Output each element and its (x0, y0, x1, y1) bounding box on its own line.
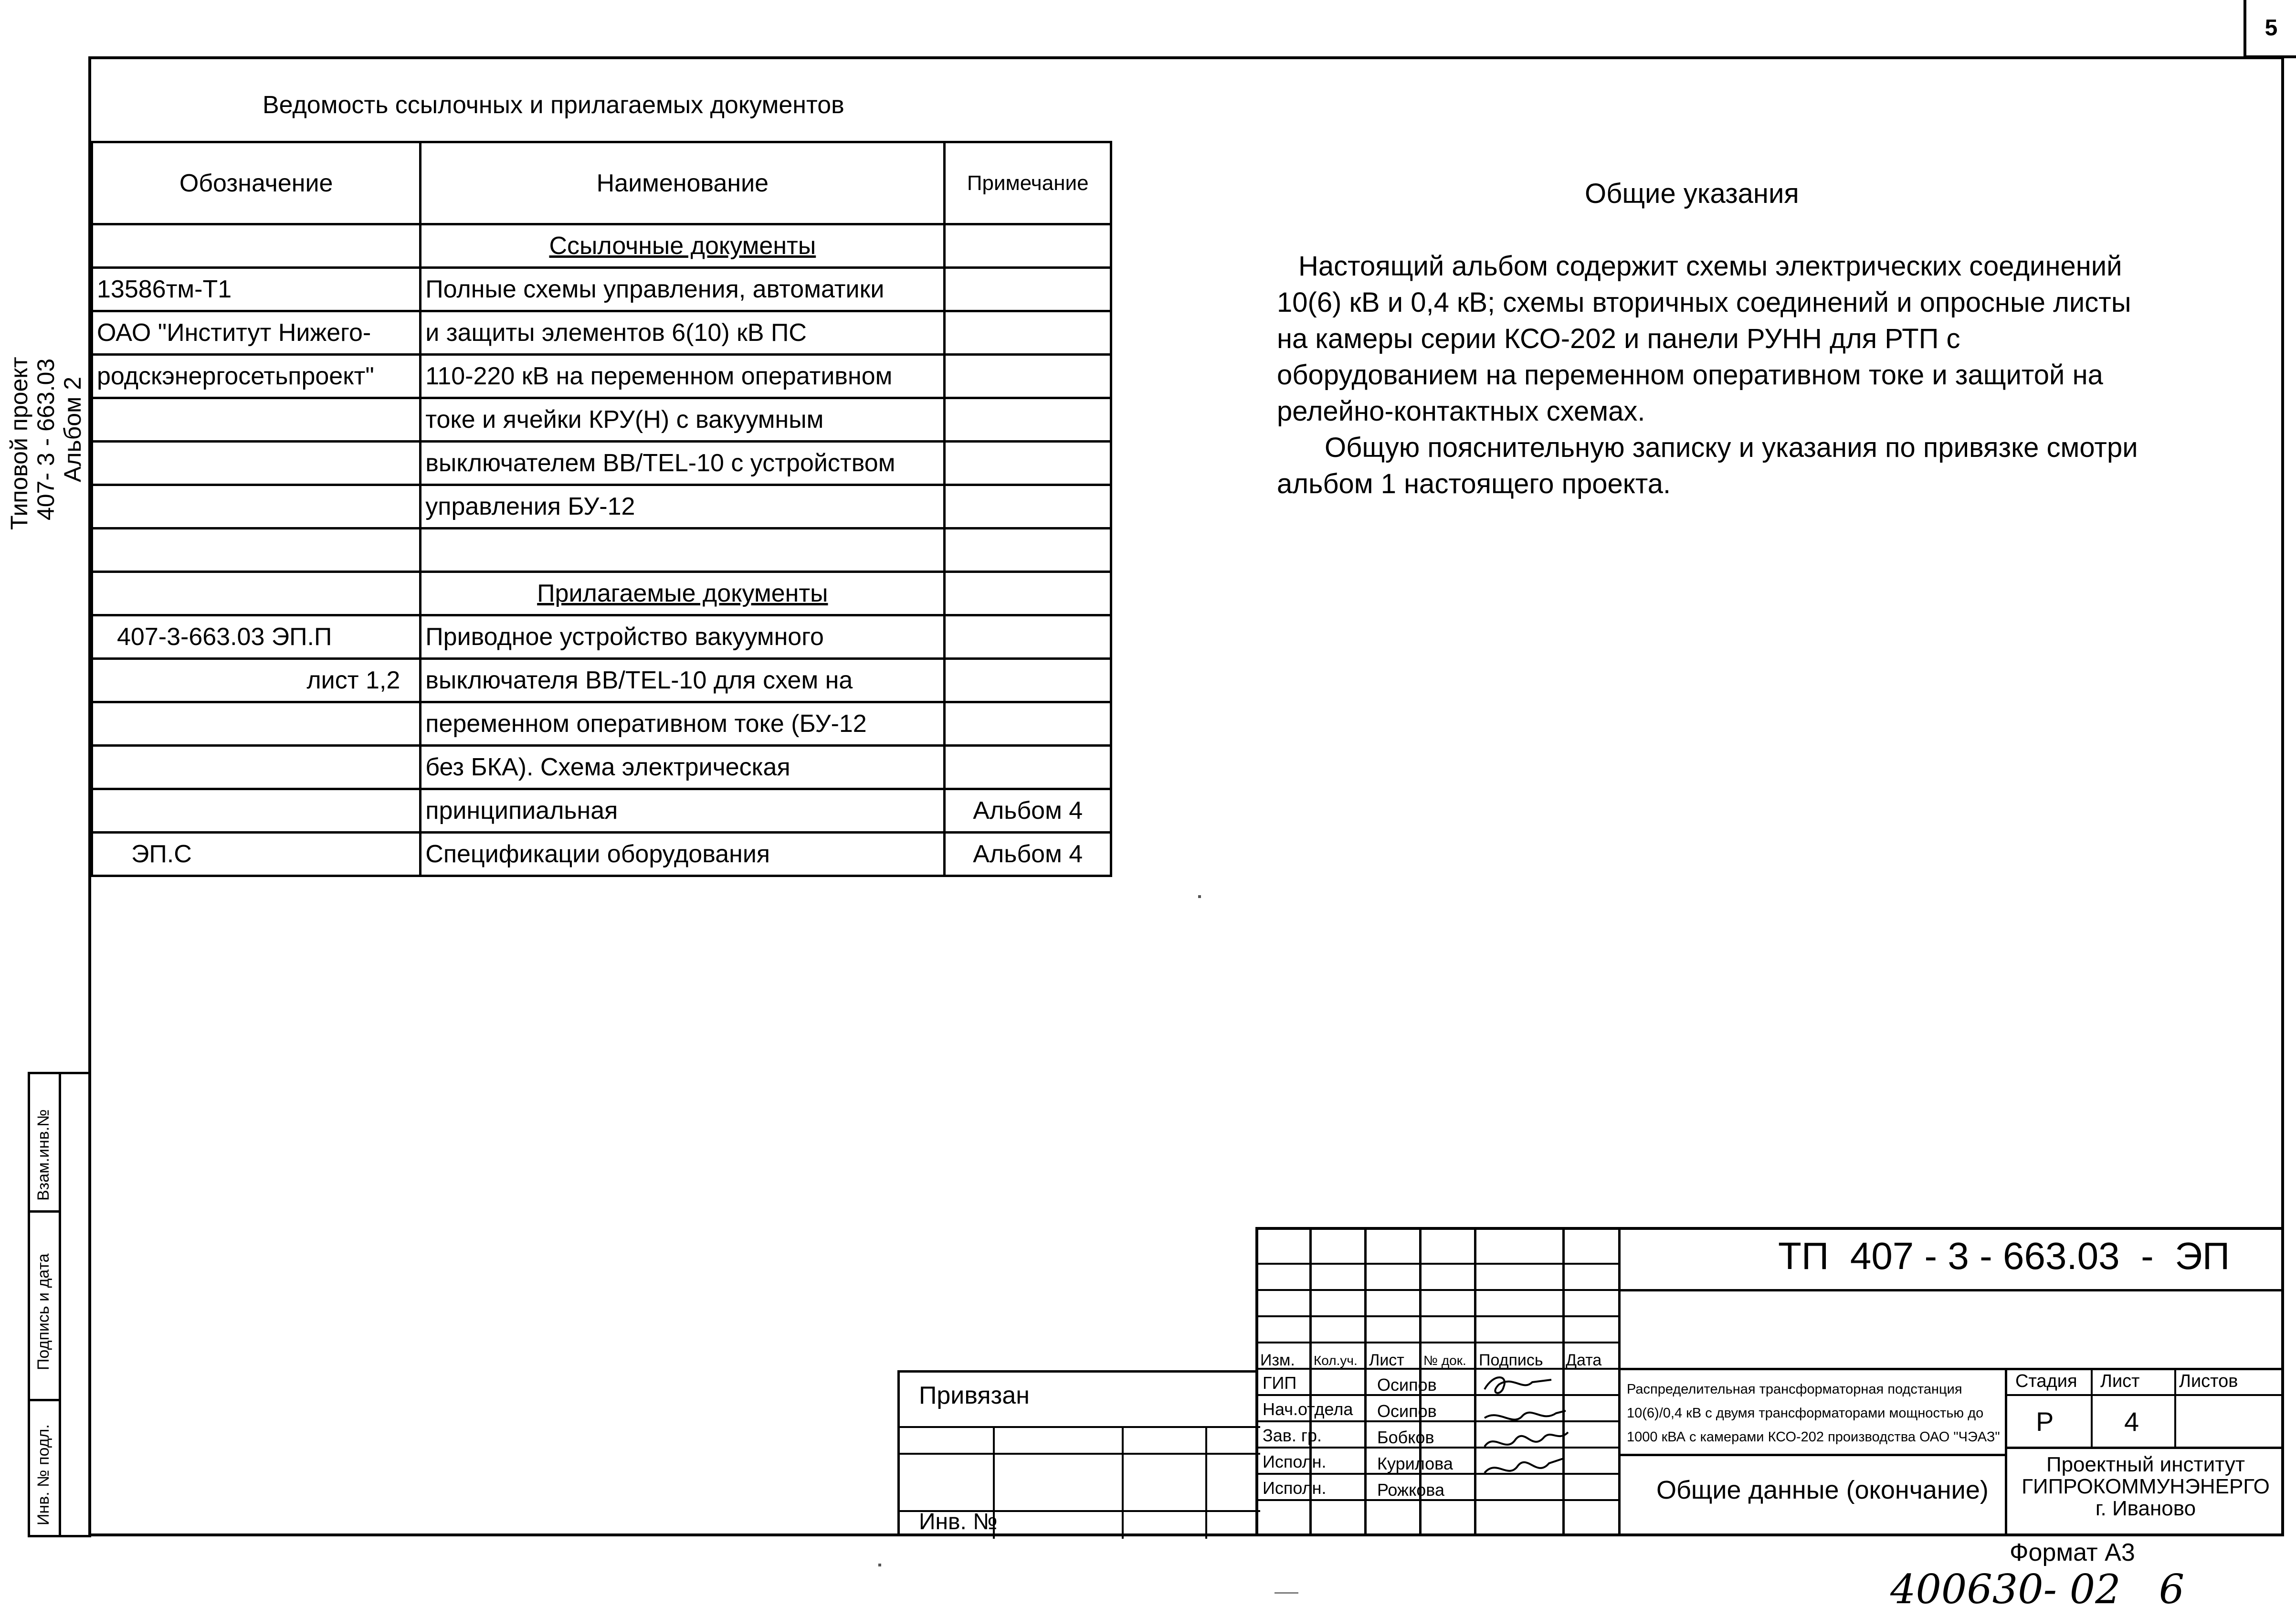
format-label: Формат А3 (2010, 1539, 2135, 1566)
section-ref-title: Ссылочные документы (549, 232, 816, 260)
documents-title: Ведомость ссылочных и прилагаемых документов (263, 91, 844, 119)
general-title: Общие указания (1585, 178, 1799, 209)
table-row: токе и ячейки КРУ(Н) с вакуумным (92, 398, 1111, 442)
person-name: Рожкова (1377, 1480, 1445, 1500)
table-row: переменном оперативном токе (БУ-12 (92, 702, 1111, 746)
person-role: Зав. гр. (1263, 1426, 1322, 1445)
section-app-row (92, 572, 1111, 615)
side-stamp-line2: 407- 3 - 663.03 (32, 358, 59, 520)
sheet-value: 4 (2124, 1406, 2139, 1437)
side-stamp (6, 357, 86, 530)
vzam-inv-label: Взам.инв.№ (34, 1109, 53, 1201)
scan-speck (1274, 1592, 1298, 1594)
side-stamp-line1: Типовой проект (6, 357, 32, 530)
general-line: оборудованием на переменном оперативном токе и защитой на (1277, 360, 2103, 391)
project-desc-line: Распределительная трансформаторная подстанция (1627, 1382, 1962, 1397)
header-designation: Обозначение (92, 142, 421, 224)
org-line: ГИПРОКОММУНЭНЕРГО (2022, 1475, 2270, 1498)
general-text (1277, 248, 2138, 502)
org-line: Проектный институт (2046, 1453, 2245, 1476)
inv-no-label: Инв. № (919, 1509, 998, 1534)
signatures-graphic (1480, 1370, 1575, 1509)
person-name: Бобков (1377, 1428, 1434, 1447)
stage-value: Р (2036, 1406, 2054, 1437)
sheet-number: 5 (2243, 0, 2296, 58)
col-kol-uch: Кол.уч. (1314, 1353, 1358, 1368)
scan-speck (878, 1564, 881, 1566)
table-row: без БКА). Схема электрическая (92, 746, 1111, 789)
table-row: выключателем ВВ/TEL-10 с устройством (92, 442, 1111, 485)
table-row: ОАО "Институт Нижего- и защиты элементов 6(10) кВ ПС (92, 311, 1111, 355)
general-line: Настоящий альбом содержит схемы электрических соединений (1298, 251, 2122, 282)
privyazan-label: Привязан (919, 1382, 1030, 1409)
table-row: управления БУ-12 (92, 485, 1111, 529)
person-role: Исполн. (1263, 1452, 1327, 1471)
section-app-title: Прилагаемые документы (537, 580, 828, 607)
title-code: ТП 407 - 3 - 663.03 - ЭП (1778, 1235, 2230, 1277)
general-line: 10(6) кВ и 0,4 кВ; схемы вторичных соединений и опросные листы (1277, 287, 2131, 318)
project-description (1627, 1377, 2000, 1449)
project-desc-line: 1000 кВА с камерами КСО-202 производства ОАО "ЧЭАЗ" (1627, 1429, 2000, 1445)
documents-header-row (92, 142, 1111, 224)
general-line: Общую пояснительную записку и указания по привязке смотри (1325, 432, 2138, 463)
col-list: Лист (1369, 1351, 1404, 1369)
table-row: лист 1,2 выключателя ВВ/TEL-10 для схем на (92, 659, 1111, 702)
org-name (2007, 1454, 2284, 1520)
person-role: Исполн. (1263, 1478, 1327, 1498)
inv-podl-label: Инв. № подл. (34, 1424, 53, 1525)
podpis-data-label: Подпись и дата (34, 1253, 53, 1370)
side-stamp-line3: Альбом 2 (59, 376, 86, 482)
person-role: ГИП (1263, 1373, 1297, 1393)
project-desc-line: 10(6)/0,4 кВ с двумя трансформаторами мощностью до (1627, 1406, 1984, 1421)
general-line: на камеры серии КСО-202 и панели РУНН для РТП с (1277, 323, 1960, 354)
scan-speck (1198, 895, 1201, 898)
table-row: 407-3-663.03 ЭП.П Приводное устройство вакуумного (92, 615, 1111, 659)
section-ref-row (92, 224, 1111, 268)
sheets-header: Листов (2179, 1371, 2238, 1391)
sheet-title: Общие данные (окончание) (1656, 1476, 1989, 1504)
col-izm: Изм. (1260, 1351, 1295, 1369)
person-name: Осипов (1377, 1375, 1437, 1395)
table-row: ЭП.С Спецификации оборудования Альбом 4 (92, 833, 1111, 876)
table-row: 13586тм-Т1 Полные схемы управления, автоматики (92, 268, 1111, 311)
org-line: г. Иваново (2095, 1497, 2196, 1520)
person-name: Курилова (1377, 1454, 1453, 1473)
table-row: принципиальная Альбом 4 (92, 789, 1111, 833)
header-name: Наименование (421, 142, 945, 224)
general-line: альбом 1 настоящего проекта. (1277, 468, 1671, 499)
col-date: Дата (1566, 1351, 1602, 1369)
table-row (92, 529, 1111, 572)
person-role: Нач.отдела (1263, 1399, 1353, 1419)
sheet-header: Лист (2100, 1371, 2140, 1391)
documents-table (91, 141, 1112, 877)
table-row: родскэнергосетьпроект" 110-220 кВ на переменном оперативном (92, 355, 1111, 398)
general-line: релейно-контактных схемах. (1277, 396, 1645, 427)
col-signature: Подпись (1479, 1351, 1543, 1369)
header-note: Примечание (945, 142, 1111, 224)
stage-header: Стадия (2015, 1371, 2077, 1391)
col-doc-no: № док. (1423, 1353, 1466, 1368)
person-name: Осипов (1377, 1401, 1437, 1421)
handwritten-number: 400630- 02 6 (1890, 1566, 2185, 1613)
